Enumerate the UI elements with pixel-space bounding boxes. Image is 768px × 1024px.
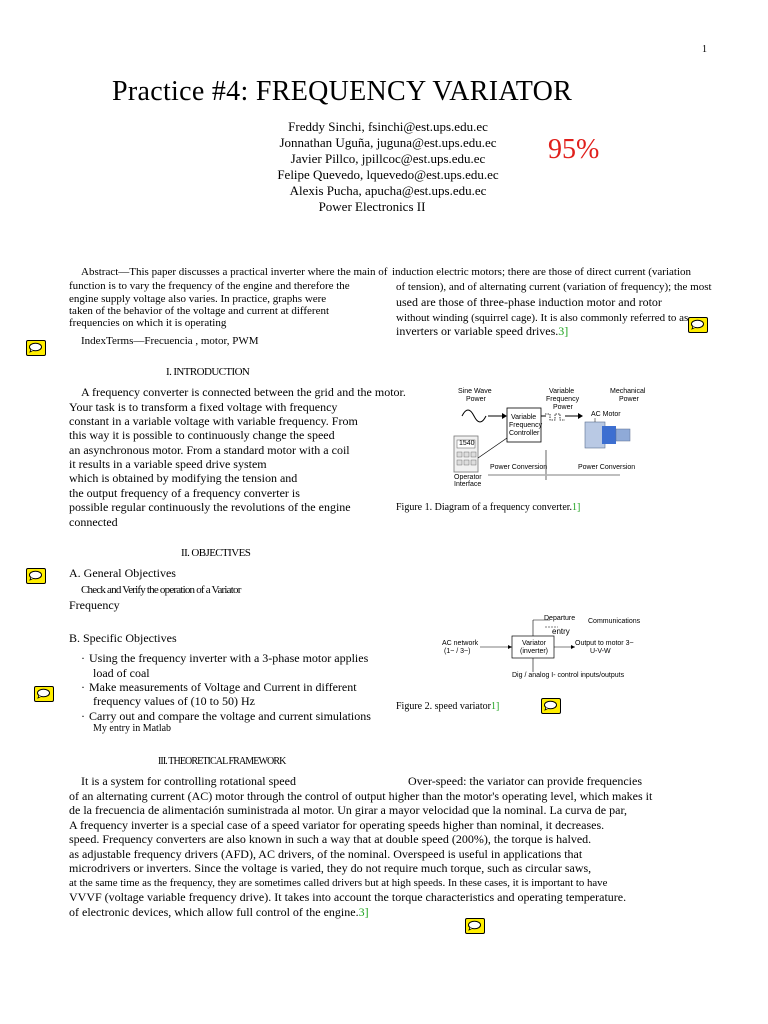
objective-bullet-continuation: load of coal	[93, 666, 150, 680]
figure-label: Communications	[588, 618, 641, 625]
abstract-line-right: used are those of three-phase induction motor and rotor	[396, 295, 662, 309]
objective-bullet: · Carry out and compare the voltage and current simulations	[81, 709, 371, 723]
intro-line: constant in a variable voltage with variable frequency. From	[69, 414, 358, 428]
figure-label: Output to motor 3~	[575, 640, 634, 647]
grade-score: 95%	[548, 134, 600, 165]
intro-line: an asynchronous motor. From a standard motor with a coil	[69, 443, 350, 457]
index-terms: IndexTerms—Frecuencia , motor, PWM	[81, 335, 259, 347]
figure-label: Operator	[454, 474, 482, 481]
objective-bullet-continuation: My entry in Matlab	[93, 723, 172, 734]
figure-1-diagram	[450, 388, 655, 488]
figure-label: Power Conversion	[490, 464, 548, 471]
figure-label: Frequency	[546, 396, 580, 403]
comment-note-icon[interactable]	[34, 686, 54, 702]
caption-text: Figure 2. speed variator	[396, 701, 491, 712]
figure-label: Power	[466, 396, 486, 403]
section-heading-objectives: II. OBJECTIVES	[181, 547, 251, 559]
abstract-last-text: inverters or variable speed drives.	[396, 324, 559, 338]
page-number: 1	[702, 44, 707, 55]
comment-note-icon[interactable]	[26, 568, 46, 584]
figure-label: Controller	[509, 430, 540, 437]
intro-line: Your task is to transform a fixed voltage with frequency	[69, 400, 338, 414]
objective-bullet: · Make measurements of Voltage and Current in different	[81, 680, 357, 694]
section-heading-framework: III. THEORETICAL FRAMEWORK	[158, 756, 286, 767]
figure-label: Mechanical	[610, 388, 646, 395]
intro-line: it results in a variable speed drive system	[69, 457, 267, 471]
author-line: Javier Pillco, jpillcoc@est.ups.edu.ec	[290, 151, 486, 166]
citation-link[interactable]: 3]	[558, 324, 569, 338]
figure-label: Variator	[522, 640, 546, 647]
comment-note-icon[interactable]	[541, 698, 561, 714]
abstract-first-line-right: induction electric motors; there are those of direct current (variation	[392, 266, 692, 278]
comment-note-icon[interactable]	[465, 918, 485, 934]
figure-label: Variable	[511, 414, 537, 421]
author-line: Alexis Pucha, apucha@est.ups.edu.ec	[289, 183, 487, 198]
bullet-text: Make measurements of Voltage and Current in different	[89, 680, 357, 694]
figure-2-caption	[396, 701, 499, 712]
abstract-line: frequencies on which it is operating	[69, 317, 227, 329]
intro-line: A frequency converter is connected between the grid and the motor.	[81, 385, 406, 399]
figure-label: (inverter)	[520, 648, 549, 655]
framework-line-right: Over-speed: the variator can provide frequencies	[408, 774, 642, 788]
intro-line: connected	[69, 515, 118, 529]
framework-line: de la frecuencia de alimentación suministrada al motor. Un girar a mayor velocidad que la nominal. La curva de par,	[69, 803, 627, 817]
intro-line: this way it is possible to continuously change the speed	[69, 428, 335, 442]
abstract-first-line: Abstract—This paper discusses a practical inverter where the main of	[81, 266, 388, 278]
figure-label: Dig / analog I- control inputs/outputs	[512, 672, 625, 679]
author-line: Jonnathan Uguña, juguna@est.ups.edu.ec	[279, 135, 497, 150]
figure-label: Frequency	[509, 422, 543, 429]
figure-label: Power	[553, 404, 573, 411]
abstract-line: function is to vary the frequency of the engine and therefore the	[69, 280, 350, 292]
objective-bullet: · Using the frequency inverter with a 3-phase motor applies	[81, 651, 369, 665]
framework-line: of an alternating current (AC) motor through the control of output higher than the motor's operating level, which makes it	[69, 789, 653, 803]
abstract-line-right: of tension), and of alternating current (variation of frequency); the most	[396, 281, 712, 293]
bullet-text: Carry out and compare the voltage and current simulations	[89, 709, 371, 723]
general-objective-line: Frequency	[69, 598, 120, 612]
figure-label: Departure	[544, 615, 576, 622]
comment-note-icon[interactable]	[26, 340, 46, 356]
course-name: Power Electronics II	[318, 199, 426, 214]
bullet-text: Using the frequency inverter with a 3-phase motor applies	[89, 651, 369, 665]
section-heading-introduction: I. INTRODUCTION	[166, 366, 250, 378]
figure-2-diagram	[440, 612, 650, 684]
caption-text: Figure 1. Diagram of a frequency converter.	[396, 502, 573, 513]
framework-line: It is a system for controlling rotational speed	[81, 774, 296, 788]
citation-link[interactable]: 3]	[358, 905, 369, 919]
abstract-line-right	[396, 324, 568, 339]
figure-1-caption	[396, 502, 580, 513]
intro-line: possible regular continuously the revolutions of the engine	[69, 500, 351, 514]
figure-label: Sine Wave	[458, 388, 492, 395]
comment-note-icon[interactable]	[688, 317, 708, 333]
framework-line: at the same time as the frequency, they are sometimes called drivers but at high speeds. In these cases, it is important to have	[69, 877, 608, 889]
figure-label: 1540	[459, 440, 475, 447]
figure-label: AC network	[442, 640, 479, 647]
figure-1-graphics	[450, 388, 655, 488]
author-line: Felipe Quevedo, lquevedo@est.ups.edu.ec	[277, 167, 499, 182]
figure-label: U-V-W	[590, 648, 611, 655]
figure-label: Power Conversion	[578, 464, 636, 471]
figure-label: entry	[552, 627, 570, 636]
framework-last-text: of electronic devices, which allow full control of the engine.	[69, 905, 359, 919]
abstract-line-right: without winding (squirrel cage). It is also commonly referred to as	[396, 312, 689, 324]
citation-link[interactable]: 1]	[490, 701, 500, 712]
framework-line: microdrivers or inverters. Since the voltage is varied, they do not require much torque, such as circular saws,	[69, 861, 592, 875]
figure-label: AC Motor	[591, 411, 621, 418]
framework-line: speed. Frequency converters are also known in such a way that at double speed (200%), the torque is halved.	[69, 832, 592, 846]
figure-label: Interface	[454, 481, 482, 488]
figure-label: (1~ / 3~)	[444, 648, 471, 655]
author-line: Freddy Sinchi, fsinchi@est.ups.edu.ec	[288, 119, 488, 134]
subsection-heading-specific: B. Specific Objectives	[69, 631, 177, 645]
intro-line: which is obtained by modifying the tension and	[69, 471, 298, 485]
abstract-line: taken of the behavior of the voltage and current at different	[69, 305, 330, 317]
figure-label: Power	[619, 396, 639, 403]
paper-title: Practice #4: FREQUENCY VARIATOR	[112, 76, 573, 107]
subsection-heading-general: A. General Objectives	[69, 566, 176, 580]
framework-line	[69, 905, 369, 920]
objective-bullet-continuation: frequency values of (10 to 50) Hz	[93, 694, 255, 708]
general-objective-line: Check and Verify the operation of a Variator	[81, 584, 241, 596]
intro-line: the output frequency of a frequency converter is	[69, 486, 300, 500]
figure-label: Variable	[549, 388, 575, 395]
framework-line: VVVF (voltage variable frequency drive). It takes into account the torque characteristics and operating temperature.	[69, 890, 627, 904]
abstract-line: engine supply voltage also varies. In practice, graphs were	[69, 293, 327, 305]
framework-line: as adjustable frequency drivers (AFD), AC drivers, of the nominal. Overspeed is useful in applications that	[69, 847, 583, 861]
framework-line: A frequency inverter is a special case of a speed variator for operating speeds higher than nominal, it decreases.	[69, 818, 605, 832]
citation-link[interactable]: 1]	[572, 502, 581, 513]
